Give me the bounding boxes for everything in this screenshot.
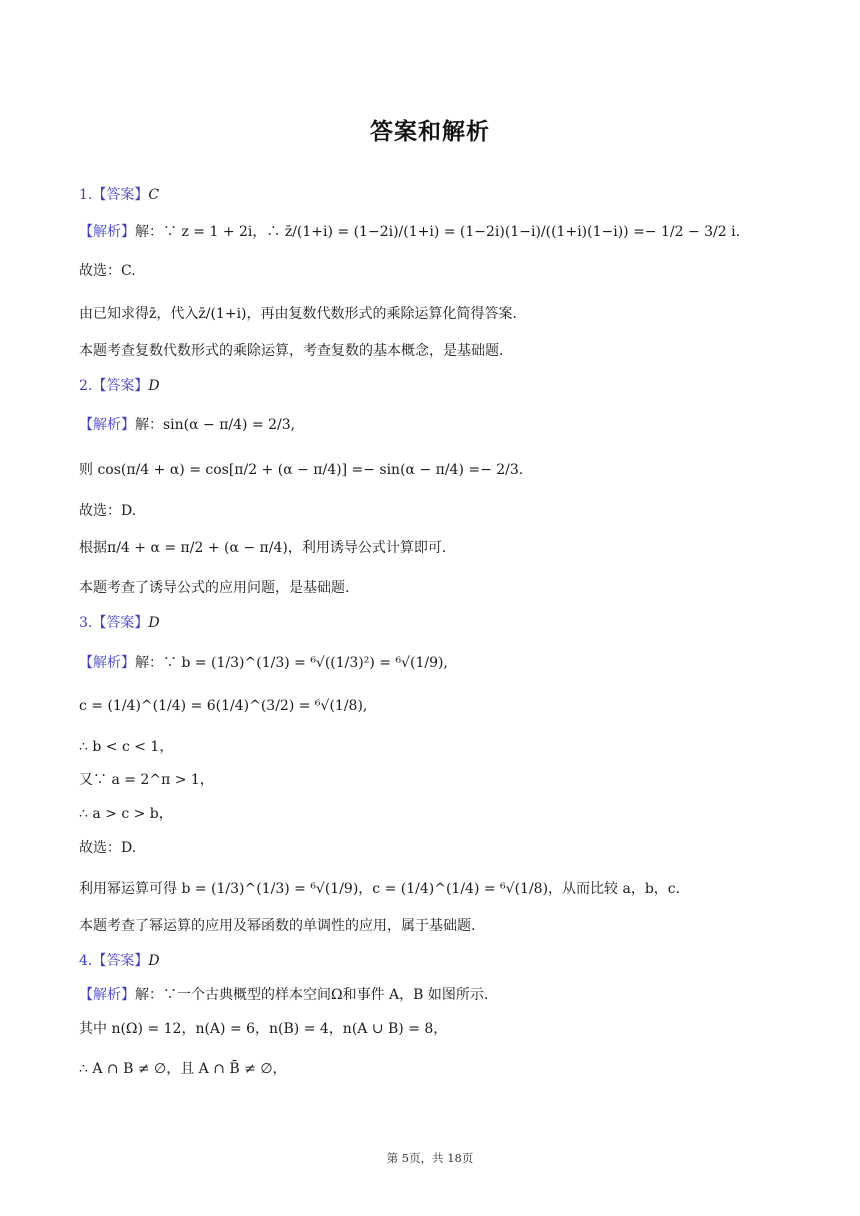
solution-text-line: 由已知求得z̄，代入z̄/(1+i)，再由复数代数形式的乘除运算化简得答案. [79,306,517,322]
answer-line [79,375,160,395]
question-number: 3. [79,615,93,631]
solution-text-line: 故选：D. [79,840,137,856]
answer-tag: 【答案】 [92,953,149,969]
answer-tag: 【答案】 [92,378,149,394]
solution-text-line: 本题考查复数代数形式的乘除运算，考查复数的基本概念，是基础题. [79,343,504,359]
answer-value: D [148,378,160,394]
solution-text-line: ∴ b < c < 1， [79,739,174,755]
analysis-tag: 【解析】 [79,655,135,671]
analysis-text: 解：∵ z = 1 + 2i，∴ z̄/(1+i) = (1−2i)/(1+i) = (1−2i)(1−i)/((1+i)(1−i)) =− 1/2 − 3/2 i. [135,224,741,240]
solution-text-line: 利用幂运算可得 b = (1/3)^(1/3) = ⁶√(1/9)，c = (1/4)^(1/4) = ⁶√(1/8)，从而比较 a，b，c. [79,881,681,897]
analysis-text: 解：∵一个古典概型的样本空间Ω和事件 A，B 如图所示. [135,987,489,1003]
analysis-line [79,414,295,434]
solution-text-line: 又∵ a = 2^π > 1， [79,772,214,788]
answer-value: D [148,953,160,969]
answer-tag: 【答案】 [92,615,149,631]
solution-text-line: 故选：C. [79,263,136,279]
solution-text-line: ∴ a > c > b， [79,806,173,822]
solution-text-line: ∴ A ∩ B ≠ ∅，且 A ∩ B̄ ≠ ∅， [79,1061,287,1077]
solution-text-line: 则 cos(π/4 + α) = cos[π/2 + (α − π/4)] =− sin(α − π/4) =− 2/3. [79,462,524,478]
solution-text-line: 故选：D. [79,503,137,519]
question-number: 2. [79,378,93,394]
solution-text-line: 其中 n(Ω) = 12，n(A) = 6，n(B) = 4，n(A ∪ B) = 8， [79,1021,448,1037]
analysis-line [79,221,740,241]
answer-value: C [148,187,160,203]
answer-tag: 【答案】 [92,187,149,203]
answer-value: D [148,615,160,631]
analysis-text: 解：∵ b = (1/3)^(1/3) = ⁶√((1/3)²) = ⁶√(1/9), [135,655,448,671]
page-footer: 第 5页，共 18页 [386,1151,474,1165]
analysis-text: 解：sin(α − π/4) = 2/3, [135,417,296,433]
page-title: 答案和解析 [370,119,490,145]
analysis-line [79,652,448,672]
analysis-line [79,984,488,1004]
solution-text-line: c = (1/4)^(1/4) = 6(1/4)^(3/2) = ⁶√(1/8), [79,698,368,714]
analysis-tag: 【解析】 [79,987,135,1003]
answer-line [79,950,160,970]
question-number: 4. [79,953,93,969]
analysis-tag: 【解析】 [79,417,135,433]
solution-text-line: 本题考查了诱导公式的应用问题，是基础题. [79,580,350,596]
solution-text-line: 本题考查了幂运算的应用及幂函数的单调性的应用，属于基础题. [79,918,476,934]
question-number: 1. [79,187,93,203]
analysis-tag: 【解析】 [79,224,135,240]
answer-line [79,184,159,204]
answer-line [79,612,160,632]
solution-text-line: 根据π/4 + α = π/2 + (α − π/4)，利用诱导公式计算即可. [79,540,447,556]
